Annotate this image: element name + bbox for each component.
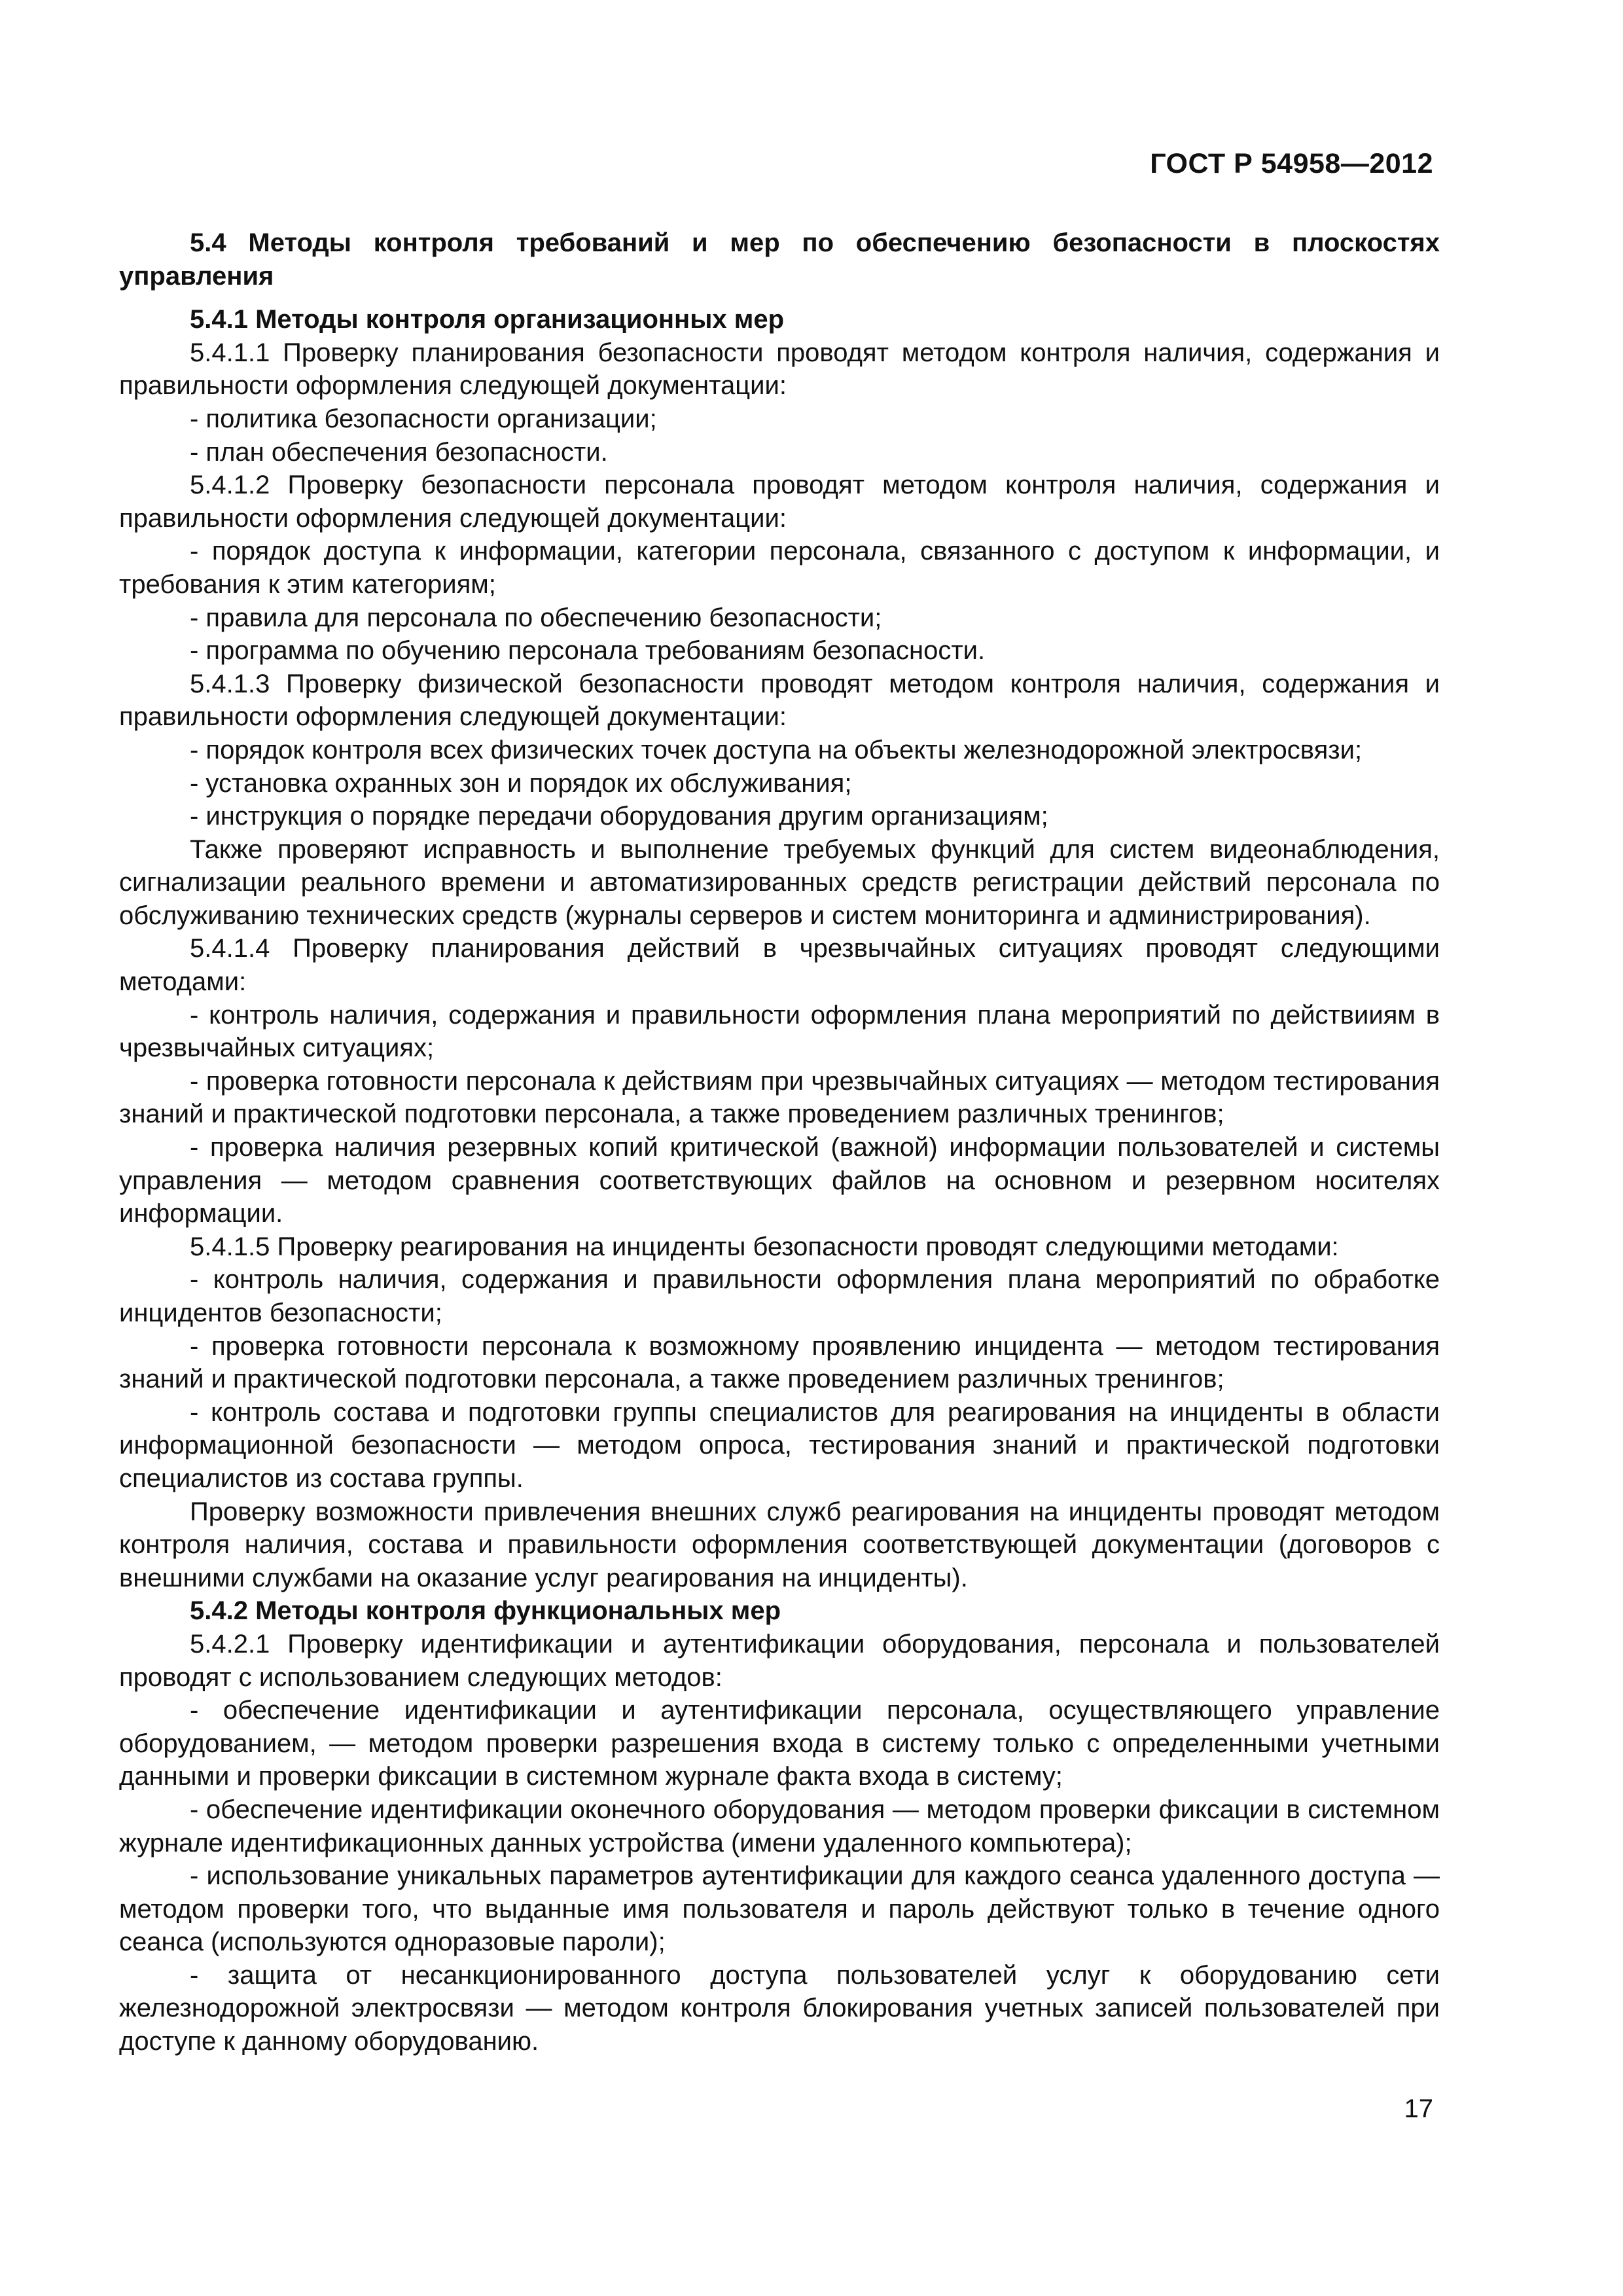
paragraph: Проверку возможности привлечения внешних служб реагирования на инциденты проводят методом контроля наличия, состава и правильности оформления соответствующей документации (договоров с внешними службами на оказание услуг реагирования на инциденты). [119,1497,1440,1592]
list-item: - контроль наличия, содержания и правильности оформления плана мероприятий по обработке инцидентов безопасности; [119,1265,1440,1327]
list-item: - программа по обучению персонала требованиям безопасности. [190,636,986,666]
list-item: - план обеспечения безопасности. [190,437,608,467]
list-item: - инструкция о порядке передачи оборудования другим организациям; [190,802,1048,831]
list-item: - контроль состава и подготовки группы специалистов для реагирования на инциденты в области информационной безопасности — методом опроса, тестирования знаний и практической подготовки специалистов из состава группы. [119,1397,1440,1493]
list-item: - политика безопасности организации; [190,404,657,433]
list-item: - проверка готовности персонала к возможному проявлению инцидента — методом тестирования знаний и практической подготовки персонала, а также проведением различных тренингов; [119,1331,1440,1394]
running-header: ГОСТ Р 54958—2012 [1150,148,1433,179]
list-item: - установка охранных зон и порядок их обслуживания; [190,768,852,798]
document-body [119,226,1440,2058]
list-item: - порядок контроля всех физических точек доступа на объекты железнодорожной электросвязи; [190,735,1363,764]
paragraph: 5.4.2.1 Проверку идентификации и аутентификации оборудования, персонала и пользователей проводят с использованием следующих методов: [119,1629,1440,1692]
list-item: - контроль наличия, содержания и правильности оформления плана мероприятий по действииям в чрезвычайных ситуациях; [119,1000,1440,1063]
list-item: - правила для персонала по обеспечению безопасности; [190,603,882,632]
list-item: - проверка наличия резервных копий критической (важной) информации пользователей и системы управления — методом сравнения соответствующих файлов на основном и резервном носителях информации. [119,1133,1440,1229]
list-item: - порядок доступа к информации, категории персонала, связанного с доступом к информации, и требования к этим категориям; [119,537,1440,599]
list-item: - использование уникальных параметров аутентификации для каждого сеанса удаленного доступа — методом проверки того, что выданные имя пользователя и пароль действуют только в течение одного сеанса (используются одноразовые пароли); [119,1861,1440,1957]
section-heading: 5.4 Методы контроля требований и мер по обеспечению безопасности в плоскостях управления [119,228,1440,291]
paragraph: 5.4.1.3 Проверку физической безопасности проводят методом контроля наличия, содержания и правильности оформления следующей документации: [119,669,1440,732]
paragraph: 5.4.1.4 Проверку планирования действий в чрезвычайных ситуациях проводят следующими методами: [119,934,1440,997]
paragraph: 5.4.1.5 Проверку реагирования на инциденты безопасности проводят следующими методами: [190,1232,1339,1261]
paragraph: 5.4.1.2 Проверку безопасности персонала проводят методом контроля наличия, содержания и правильности оформления следующей документации: [119,471,1440,533]
paragraph: 5.4.1.1 Проверку планирования безопасности проводят методом контроля наличия, содержания и правильности оформления следующей документации: [119,338,1440,401]
list-item: - защита от несанкционированного доступа пользователей услуг к оборудованию сети железнодорожной электросвязи — методом контроля блокирования учетных записей пользователей при доступе к данному оборудованию. [119,1960,1440,2056]
subsection-heading: 5.4.2 Методы контроля функциональных мер [190,1596,781,1626]
list-item: - проверка готовности персонала к действиям при чрезвычайных ситуациях — методом тестирования знаний и практической подготовки персонала, а также проведением различных тренингов; [119,1066,1440,1129]
paragraph: Также проверяют исправность и выполнение требуемых функций для систем видеонаблюдения, сигнализации реального времени и автоматизированных средств регистрации действий персонала по обслуживанию технических средств (журналы серверов и систем мониторинга и администрирования). [119,834,1440,930]
page-number: 17 [1404,2094,1433,2123]
list-item: - обеспечение идентификации оконечного оборудования — методом проверки фиксации в системном журнале идентификационных данных устройства (имени удаленного компьютера); [119,1795,1440,1857]
list-item: - обеспечение идентификации и аутентификации персонала, осуществляющего управление оборудованием, — методом проверки разрешения входа в систему только с определенными учетными данными и проверки фиксации в системном журнале факта входа в систему; [119,1696,1440,1791]
subsection-heading: 5.4.1 Методы контроля организационных мер [190,305,785,334]
